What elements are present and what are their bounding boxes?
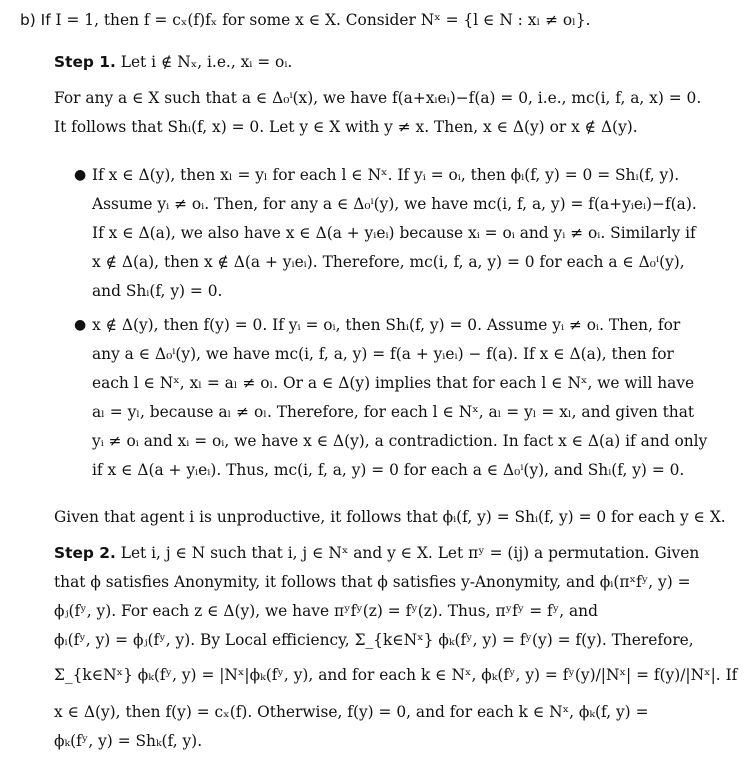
bullet-1-marker: ● (74, 167, 87, 183)
bullet-2-marker: ● (74, 317, 87, 333)
step2-line-6: x ∈ Δ(y), then f(y) = cₓ(f). Otherwise, f(y) = 0, and for each k ∈ Nˣ, ϕₖ(f, y) = (54, 703, 649, 721)
step1-para-line-1: For any a ∈ X such that a ∈ Δ₀ⁱ(x), we have f(a+xᵢeᵢ)−f(a) = 0, i.e., mc(i, f, a, x) = 0. (54, 89, 702, 107)
step2-line-4: ϕᵢ(fʸ, y) = ϕⱼ(fʸ, y). By Local efficiency, Σ_{k∈Nˣ} ϕₖ(fʸ, y) = fʸ(y) = f(y). Therefore, (54, 631, 694, 649)
bullet-2-line-2: any a ∈ Δ₀ⁱ(y), we have mc(i, f, a, y) = f(a + yᵢeᵢ) − f(a). If x ∈ Δ(a), then for (92, 345, 674, 363)
step1-conclusion: Given that agent i is unproductive, it follows that ϕᵢ(f, y) = Shᵢ(f, y) = 0 for each y ∈ X. (54, 508, 726, 526)
intro-line (20, 10, 591, 30)
step2-line-7: ϕₖ(fʸ, y) = Shₖ(f, y). (54, 732, 203, 750)
step1-header (54, 52, 292, 72)
step2-heading: Step 2. (54, 544, 116, 562)
bullet-1-line-5: and Shᵢ(f, y) = 0. (92, 282, 223, 300)
intro-body: I = 1, then f = cₓ(f)fₓ for some x ∈ X. Consider Nˣ = {l ∈ N : xₗ ≠ oₗ}. (55, 11, 591, 29)
step1-heading: Step 1. (54, 53, 116, 71)
step2-line-2: that ϕ satisfies Anonymity, it follows that ϕ satisfies y-Anonymity, and ϕᵢ(πˣfʸ, y) = (54, 573, 691, 591)
intro-label: b) If (20, 11, 51, 29)
step2-line-1 (54, 543, 699, 563)
bullet-2-line-5: yᵢ ≠ oᵢ and xᵢ = oᵢ, we have x ∈ Δ(y), a contradiction. In fact x ∈ Δ(a) if and only (92, 432, 708, 450)
step2-line-1-text: Let i, j ∈ N such that i, j ∈ Nˣ and y ∈ X. Let πʸ = (ij) a permutation. Given (120, 544, 700, 562)
bullet-2-line-3: each l ∈ Nˣ, xₗ = aₗ ≠ oₗ. Or a ∈ Δ(y) implies that for each l ∈ Nˣ, we will have (92, 374, 695, 392)
bullet-1-line-2: Assume yᵢ ≠ oᵢ. Then, for any a ∈ Δ₀ⁱ(y), we have mc(i, f, a, y) = f(a+yᵢeᵢ)−f(a). (92, 195, 697, 213)
bullet-2-line-4: aₗ = yₗ, because aₗ ≠ oₗ. Therefore, for each l ∈ Nˣ, aₗ = yₗ = xₗ, and given that (92, 403, 695, 421)
step2-line-5: Σ_{k∈Nˣ} ϕₖ(fʸ, y) = |Nˣ|ϕₖ(fʸ, y), and for each k ∈ Nˣ, ϕₖ(fʸ, y) = fʸ(y)/|Nˣ| = f(y)/|Nˣ|. If (54, 666, 738, 684)
step1-para-line-2: It follows that Shᵢ(f, x) = 0. Let y ∈ X with y ≠ x. Then, x ∈ Δ(y) or x ∉ Δ(y). (54, 118, 638, 136)
bullet-1-line-4: x ∉ Δ(a), then x ∉ Δ(a + yᵢeᵢ). Therefore, mc(i, f, a, y) = 0 for each a ∈ Δ₀ⁱ(y), (92, 253, 685, 271)
bullet-2-line-1: x ∉ Δ(y), then f(y) = 0. If yᵢ = oᵢ, then Shᵢ(f, y) = 0. Assume yᵢ ≠ oᵢ. Then, for (92, 316, 681, 334)
bullet-2-line-6: if x ∈ Δ(a + yᵢeᵢ). Thus, mc(i, f, a, y) = 0 for each a ∈ Δ₀ⁱ(y), and Shᵢ(f, y) = 0. (92, 461, 685, 479)
step2-line-3: ϕⱼ(fʸ, y). For each z ∈ Δ(y), we have πʸfʸ(z) = fʸ(z). Thus, πʸfʸ = fʸ, and (54, 602, 598, 620)
step1-header-rest: Let i ∉ Nₓ, i.e., xᵢ = oᵢ. (120, 53, 293, 71)
bullet-1-line-1: If x ∈ Δ(y), then xₗ = yₗ for each l ∈ Nˣ. If yᵢ = oᵢ, then ϕᵢ(f, y) = 0 = Shᵢ(f, y). (92, 166, 680, 184)
bullet-1-line-3: If x ∈ Δ(a), we also have x ∈ Δ(a + yᵢeᵢ) because xᵢ = oᵢ and yᵢ ≠ oᵢ. Similarly if (92, 224, 696, 242)
